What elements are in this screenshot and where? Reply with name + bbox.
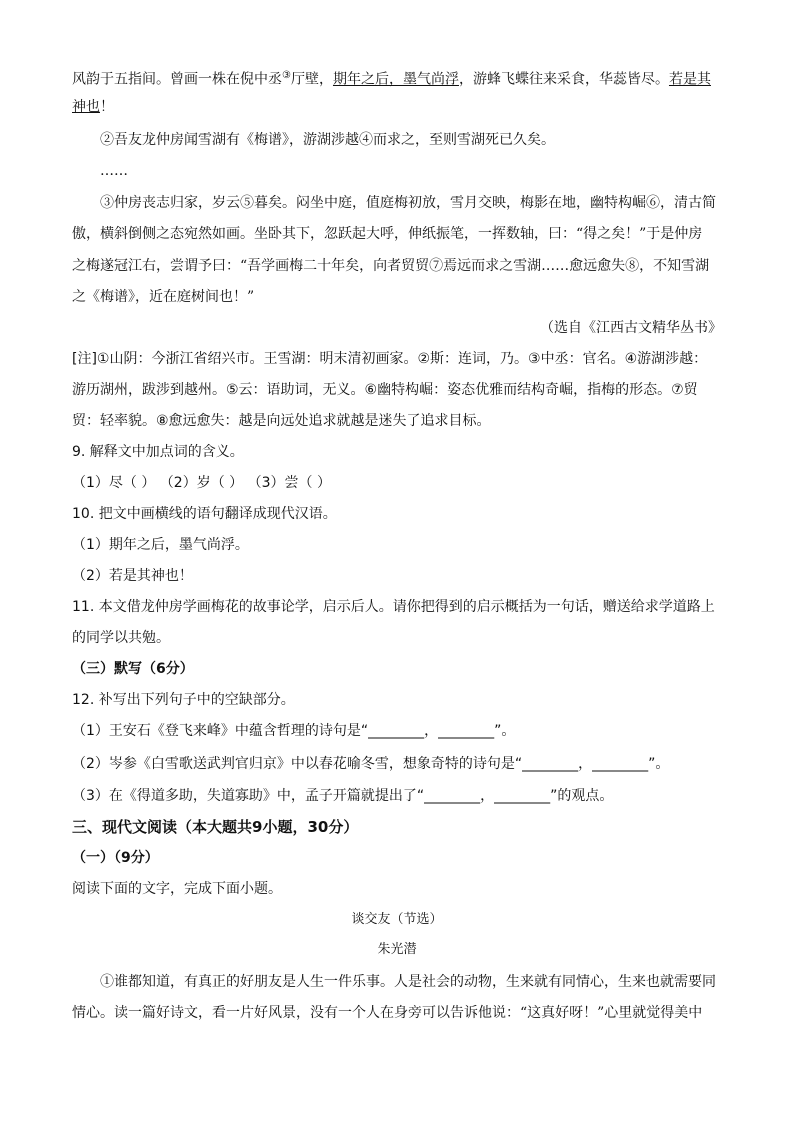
part-heading-modern-reading: 三、现代文阅读（本大题共9小题，30分）: [72, 818, 359, 836]
footnote-mark: ③: [282, 70, 291, 81]
passage-paragraph-2: ②吾友龙仲房闻雪湖有《梅谱》，游湖涉越④而求之，至则雪湖死已久矣。: [100, 132, 555, 148]
article-paragraph-1-line-1: ①谁都知道，有真正的好朋友是人生一件乐事。人是社会的动物，生来就有同情心，生来也就需要同: [100, 974, 716, 990]
question-12-1: （1）王安石《登飞来峰》中蕴含哲理的诗句是“________，________”。: [72, 723, 516, 739]
article-title: 谈交友（节选）: [351, 912, 443, 927]
reading-instruction: 阅读下面的文字，完成下面小题。: [72, 881, 282, 897]
underlined-sentence: 神也: [72, 99, 100, 115]
question-12-2: （2）岑参《白雪歌送武判官归京》中以春花喻冬雪，想象奇特的诗句是“________，________”。: [72, 756, 670, 772]
passage-paragraph-3-line-1: ③仲房丧志归家，岁云⑤暮矣。闷坐中庭，值庭梅初放，雪月交映，梅影在地，幽特构崛⑥，清古简: [100, 195, 716, 211]
passage-paragraph-3-line-4: 之《梅谱》，近在庭树间也！”: [72, 289, 255, 305]
article-paragraph-1-line-2: 情心。读一篇好诗文，看一片好风景，没有一个人在身旁可以告诉他说：“这真好呀！”心里就觉得美中: [72, 1005, 703, 1021]
text-run: ，游蜂飞蝶往来采食，华蕊皆尽。: [458, 71, 669, 88]
passage-paragraph-3-line-2: 傲，横斜倒侧之态宛然如画。坐卧其下，忽跃起大呼，伸纸振笔，一挥数轴，曰：“得之矣！”于是仲房: [72, 226, 703, 242]
question-10-1: （1）期年之后，墨气尚浮。: [72, 537, 249, 553]
question-12-3: （3）在《得道多助，失道寡助》中，孟子开篇就提出了“________，________”的观点。: [72, 788, 614, 804]
underlined-sentence: 若是其: [668, 71, 711, 88]
notes-line-3: 贸：轻率貌。⑧愈远愈失：越是向远处追求就越是迷失了追求目标。: [72, 413, 491, 429]
text-run: 厅壁，: [290, 71, 333, 88]
notes-line-2: 游历湖州，跋涉到越州。⑤云：语助词，无义。⑥幽特构崛：姿态优雅而结构奇崛，指梅的形态。⑦贸: [72, 382, 698, 398]
article-author: 朱光潜: [377, 942, 417, 957]
passage-line-2: [72, 97, 722, 117]
question-10-2: （2）若是其神也！: [72, 568, 193, 584]
ellipsis: ……: [100, 163, 128, 179]
question-9-items: （1）尽（ ） （2）岁（ ） （3）尝（ ）: [72, 475, 331, 491]
text-run: 风韵于五指间。曾画一株在倪中丞: [72, 71, 282, 88]
text-run: ！: [100, 99, 114, 115]
question-10: 10. 把文中画横线的语句翻译成现代汉语。: [72, 506, 337, 522]
passage-paragraph-3-line-3: 之梅遂冠江右，尝谓予曰：“吾学画梅二十年矣，向者贸贸⑦焉远而求之雪湖……愈远愈失⑧，不知雪湖: [72, 258, 710, 274]
underlined-sentence: 期年之后，墨气尚浮: [332, 71, 459, 88]
notes-line-1: [注]①山阴：今浙江省绍兴市。王雪湖：明末清初画家。②斯：连词，乃。③中丞：官名。④游湖涉越：: [72, 351, 708, 367]
question-12: 12. 补写出下列句子中的空缺部分。: [72, 692, 295, 708]
question-9: 9. 解释文中加点词的含义。: [72, 444, 244, 460]
source-citation: （选自《江西古文精华丛书》: [540, 320, 722, 336]
question-11-line-1: 11. 本文借龙仲房学画梅花的故事论学，启示后人。请你把得到的启示概括为一句话，赠送给求学道路上: [72, 599, 715, 615]
question-11-line-2: 的同学以共勉。: [72, 630, 170, 646]
subsection-heading: （一）（9分）: [72, 850, 159, 866]
passage-line-1: [72, 66, 722, 90]
section-heading-dictation: （三）默写（6分）: [72, 661, 194, 677]
